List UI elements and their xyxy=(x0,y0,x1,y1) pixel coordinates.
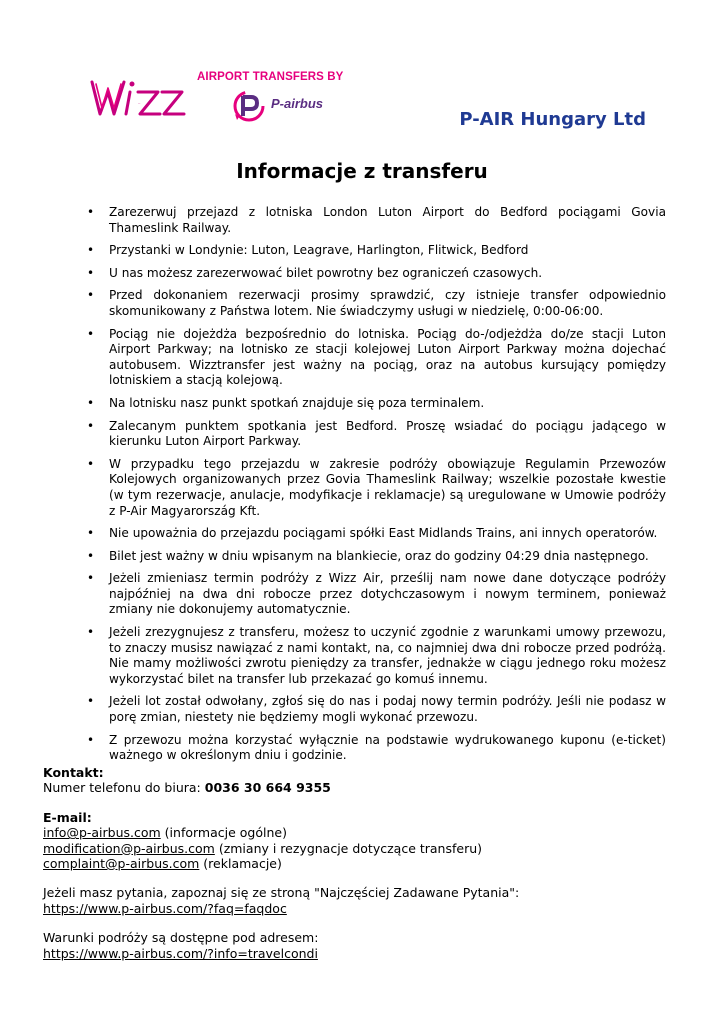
wizz-logo-text: Wizz xyxy=(138,104,141,105)
faq-text: Jeżeli masz pytania, zapoznaj się ze stroną "Najczęściej Zadawane Pytania": xyxy=(43,885,520,901)
contact-section xyxy=(43,765,683,961)
email-link-complaint[interactable]: complaint@p-airbus.com xyxy=(43,856,200,872)
info-list xyxy=(88,205,666,771)
page-title: Informacje z transferu xyxy=(236,159,488,183)
pairbus-logo-text: P-airbus xyxy=(271,96,324,111)
list-item: • Nie upoważnia do przejazdu pociągami spółki East Midlands Trains, ani innych operatorów. xyxy=(88,526,666,542)
phone-number: 0036 30 664 9355 xyxy=(204,780,331,796)
email-note: (reklamacje) xyxy=(199,856,282,872)
list-item: • Z przewozu można korzystać wyłącznie na podstawie wydrukowanego kuponu (e-ticket) ważnego w określonym dniu i godzinie. xyxy=(88,733,666,764)
email-line xyxy=(43,856,683,871)
terms-link[interactable]: https://www.p-airbus.com/?info=travelcondi xyxy=(43,945,318,961)
company-name: P-AIR Hungary Ltd xyxy=(459,109,646,130)
email-line xyxy=(43,825,683,840)
pairbus-logo-icon xyxy=(231,88,271,124)
document-header xyxy=(0,0,724,150)
list-item: • Zalecanym punktem spotkania jest Bedford. Proszę wsiadać do pociągu jadącego w kierunku Luton Airport Parkway. xyxy=(88,419,666,450)
list-item: • Przed dokonaniem rezerwacji prosimy sprawdzić, czy istnieje transfer odpowiednio skomunikowany z Państwa lotem. Nie świadczymy usługi w niedzielę, 0:00-06:00. xyxy=(88,288,666,319)
list-item: • Na lotnisku nasz punkt spotkań znajduje się poza terminalem. xyxy=(88,396,666,412)
wizz-logo xyxy=(88,74,188,120)
phone-label: Numer telefonu do biura: xyxy=(43,780,205,796)
list-item: • Jeżeli lot został odwołany, zgłoś się do nas i podaj nowy termin podróży. Jeśli nie podasz w porę zmian, niestety nie będziemy mogli wykonać przewozu. xyxy=(88,694,666,725)
list-item: • W przypadku tego przejazdu w zakresie podróży obowiązuje Regulamin Przewozów Kolejowych organizowanych przez Govia Thameslink Railway; wszelkie pozostałe kwestie (w tym rezerwacje, anulacje, modyfikacje i reklamacje) są uregulowane w Umowie podróży z P-Air Magyarország Kft. xyxy=(88,457,666,519)
email-heading: E-mail: xyxy=(43,809,92,825)
email-note: (zmiany i rezygnacje dotyczące transferu) xyxy=(214,840,483,856)
list-item: • Pociąg nie dojeżdża bezpośrednio do lotniska. Pociąg do-/odjeżdża do/ze stacji Luton Airport Parkway; na lotnisko ze stacji kolejowej Luton Airport Parkway można dojechać autobusem. Wizztransfer jest ważny na pociąg, oraz na autobus kursujący pomiędzy lotniskiem a stacją kolejową. xyxy=(88,327,666,389)
list-item: • Przystanki w Londynie: Luton, Leagrave, Harlington, Flitwick, Bedford xyxy=(88,243,666,259)
faq-link[interactable]: https://www.p-airbus.com/?faq=faqdoc xyxy=(43,900,287,916)
list-item: • Jeżeli zrezygnujesz z transferu, możesz to uczynić zgodnie z warunkami umowy przewozu, to znaczy musisz nawiązać z nami kontakt, na, co najmniej dwa dni robocze przed podróżą. Nie mamy możliwości zwrotu pieniędzy za transfer, jednakże w ciągu jednego roku możesz wykorzystać bilet na transfer lub przekazać go komuś innemu. xyxy=(88,625,666,687)
email-link-info[interactable]: info@p-airbus.com xyxy=(43,825,161,841)
email-line xyxy=(43,841,683,856)
contact-heading: Kontakt: xyxy=(43,765,104,780)
terms-text: Warunki podróży są dostępne pod adresem: xyxy=(43,930,319,946)
phone-line xyxy=(43,780,683,795)
email-link-modification[interactable]: modification@p-airbus.com xyxy=(43,840,215,856)
list-item: • Zarezerwuj przejazd z lotniska London Luton Airport do Bedford pociągami Govia Thameslink Railway. xyxy=(88,205,666,236)
list-item: • U nas możesz zarezerwować bilet powrotny bez ograniczeń czasowych. xyxy=(88,266,666,282)
list-item: • Bilet jest ważny w dniu wpisanym na blankiecie, oraz do godziny 04:29 dnia następnego. xyxy=(88,549,666,565)
list-item: • Jeżeli zmieniasz termin podróży z Wizz Air, prześlij nam nowe dane dotyczące podróży najpóźniej na dwa dni robocze przez dotychczasowym i nowym terminem, ponieważ zmiany nie dokonujemy automatycznie. xyxy=(88,571,666,618)
email-note: (informacje ogólne) xyxy=(160,825,287,841)
tagline: AIRPORT TRANSFERS BY xyxy=(197,71,344,83)
